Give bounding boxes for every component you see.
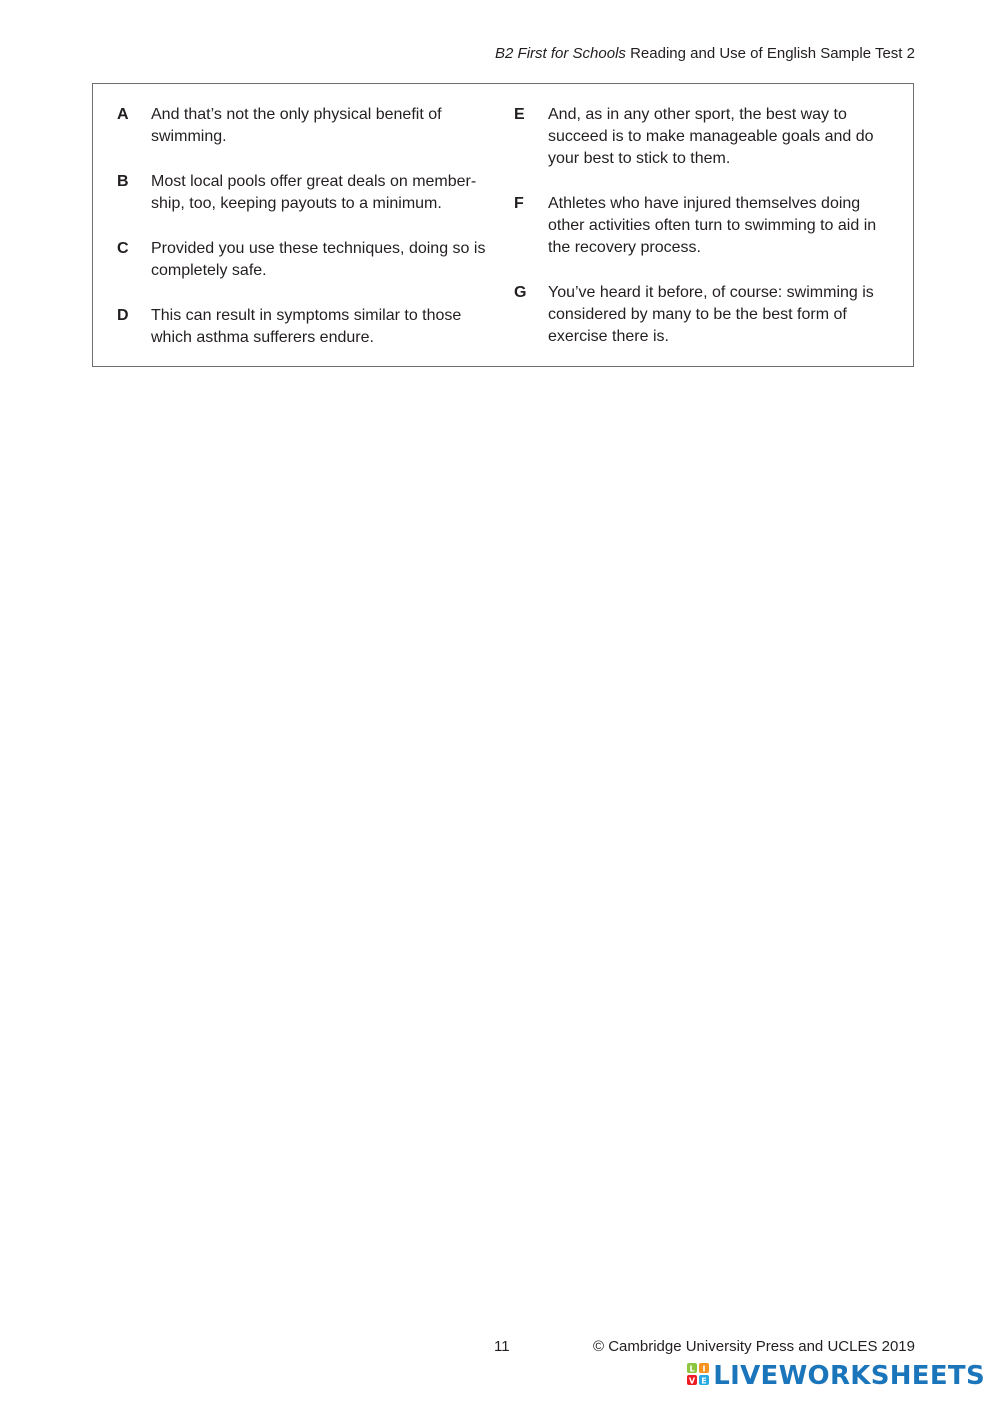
option-text: And, as in any other sport, the best way to succeed is to make manageable goals and do your best to stick to them. [548,106,874,167]
copyright-notice: © Cambridge University Press and UCLES 2019 [592,1338,915,1355]
options-column-right [514,104,894,371]
option-d [117,305,497,349]
option-text: This can result in symptoms similar to those which asthma sufferers endure. [151,307,462,346]
header-series-title: B2 First for Schools [495,45,626,62]
option-letter: C [117,240,129,257]
svg-text:L: L [689,1364,695,1373]
options-column-left [117,104,497,372]
option-text: Provided you use these techniques, doing so is completely safe. [151,240,486,279]
option-letter: B [117,173,129,190]
option-text: And that’s not the only physical benefit of swimming. [151,106,442,145]
sentence-options-box [92,83,914,367]
option-letter: F [514,195,524,212]
header-test-title: Reading and Use of English Sample Test 2 [625,45,915,62]
liveworksheets-wordmark: LIVEWORKSHEETS [713,1361,985,1391]
option-letter: D [117,307,129,324]
liveworksheets-logo-icon [686,1362,710,1391]
option-text: Most local pools offer great deals on member-ship, too, keeping payouts to a minimum. [151,173,477,212]
option-letter: G [514,284,527,301]
option-g [514,282,894,348]
option-f [514,193,894,259]
option-c [117,238,497,282]
option-text: Athletes who have injured themselves doing other activities often turn to swimming to aid in the recovery process. [548,195,877,256]
svg-text:E: E [701,1376,707,1385]
option-b [117,171,497,215]
option-e [514,104,894,170]
option-a [117,104,497,148]
option-text: You’ve heard it before, of course: swimming is considered by many to be the best form of exercise there is. [548,284,874,345]
option-letter: A [117,106,129,123]
page-number: 11 [494,1338,510,1355]
svg-text:I: I [702,1364,706,1373]
svg-text:V: V [689,1376,696,1385]
page-header [495,45,915,62]
option-letter: E [514,106,525,123]
liveworksheets-branding[interactable] [686,1361,985,1391]
